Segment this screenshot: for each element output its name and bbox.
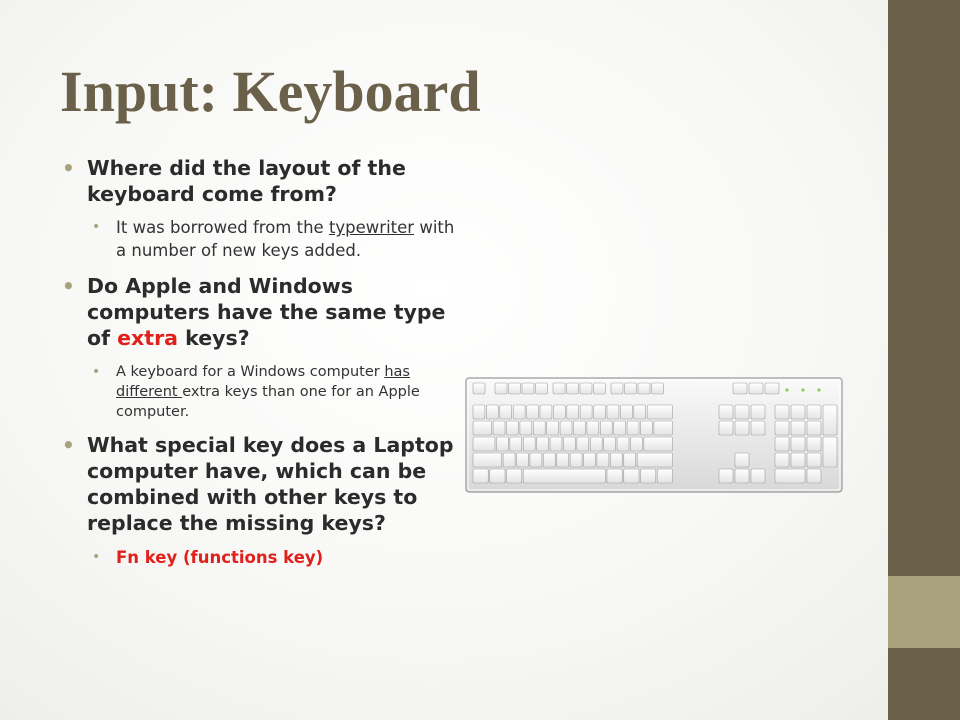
bullet-1-sub-pre: It was borrowed from the — [116, 218, 329, 238]
keyboard-key — [751, 469, 765, 483]
keyboard-key — [637, 453, 672, 467]
bullet-2-sub-pre: A keyboard for a Windows computer — [116, 363, 385, 380]
side-band-bottom — [888, 648, 960, 720]
keyboard-key — [495, 383, 507, 394]
keyboard-key — [604, 437, 616, 451]
keyboard-key — [473, 405, 485, 419]
keyboard-key — [634, 405, 646, 419]
keyboard-key — [563, 437, 575, 451]
bullet-dot-icon: • — [92, 548, 101, 565]
keyboard-key — [719, 469, 733, 483]
keyboard-key — [473, 383, 485, 394]
keyboard-icon — [465, 377, 843, 493]
keyboard-key — [520, 421, 532, 435]
keyboard-key — [823, 437, 837, 467]
bullet-dot-icon: • — [62, 274, 75, 298]
keyboard-key — [500, 405, 512, 419]
bullet-1-sub-post: with a number of new keys added. — [116, 218, 455, 261]
keyboard-key — [791, 405, 805, 419]
keyboard-key — [510, 437, 522, 451]
side-band-accent — [888, 576, 960, 648]
keyboard-key — [553, 383, 565, 394]
side-band-top — [888, 0, 960, 576]
keyboard-key — [490, 469, 505, 483]
keyboard-key — [652, 383, 664, 394]
keyboard-key — [540, 405, 552, 419]
keyboard-key — [553, 405, 565, 419]
keyboard-key — [587, 421, 599, 435]
keyboard-key — [733, 383, 747, 394]
keyboard-key — [630, 437, 642, 451]
has-different-link[interactable]: has different — [116, 363, 410, 400]
bullet-1 — [62, 155, 462, 207]
keyboard-key — [638, 383, 650, 394]
keyboard-key — [580, 383, 592, 394]
keyboard-key — [611, 383, 623, 394]
keyboard-key — [537, 437, 549, 451]
keyboard-key — [547, 421, 559, 435]
keyboard-key — [620, 405, 632, 419]
keyboard-key — [607, 469, 622, 483]
bullet-dot-icon: • — [62, 156, 75, 180]
keyboard-key — [533, 421, 545, 435]
keyboard-key — [530, 453, 542, 467]
keyboard-key — [791, 437, 805, 451]
keyboard-key — [657, 469, 672, 483]
keyboard-key — [719, 405, 733, 419]
keyboard-key — [517, 453, 529, 467]
keyboard-key — [751, 421, 765, 435]
keyboard-key — [735, 421, 749, 435]
keyboard-key — [807, 437, 821, 451]
keyboard-key — [513, 405, 525, 419]
keyboard-key — [791, 421, 805, 435]
keyboard-key — [584, 453, 596, 467]
bullet-2-sub — [62, 362, 462, 422]
keyboard-key — [550, 437, 562, 451]
keyboard-key — [644, 437, 673, 451]
keyboard-key — [536, 383, 548, 394]
keyboard-key — [791, 453, 805, 467]
bullet-2-text-post: keys? — [178, 326, 250, 351]
keyboard-key — [594, 405, 606, 419]
keyboard-key — [473, 469, 488, 483]
keyboard-key — [775, 469, 805, 483]
bullet-3-sub — [62, 547, 462, 570]
keyboard-key — [807, 453, 821, 467]
keyboard-key — [617, 437, 629, 451]
bullet-dot-icon: • — [92, 363, 101, 380]
keyboard-key — [590, 437, 602, 451]
keyboard-key — [523, 469, 605, 483]
keyboard-key — [654, 421, 673, 435]
keyboard-key — [641, 421, 653, 435]
keyboard-key — [807, 469, 821, 483]
keyboard-key — [735, 453, 749, 467]
keyboard-key — [765, 383, 779, 394]
slide-title: Input: Keyboard — [60, 59, 481, 124]
keyboard-key — [594, 383, 606, 394]
keyboard-key — [751, 405, 765, 419]
keyboard-key — [473, 453, 502, 467]
keyboard-key — [647, 405, 672, 419]
keyboard-key — [493, 421, 505, 435]
keyboard-key — [735, 405, 749, 419]
keyboard-key — [807, 405, 821, 419]
keyboard-key — [507, 421, 519, 435]
keyboard-key — [486, 405, 498, 419]
keyboard-key — [543, 453, 555, 467]
keyboard-key — [624, 469, 639, 483]
bullet-3 — [62, 432, 462, 537]
keyboard-key — [624, 453, 636, 467]
keyboard-key — [625, 383, 637, 394]
keyboard-key — [567, 405, 579, 419]
keyboard-key — [807, 421, 821, 435]
bullet-2-sub-post: extra keys than one for an Apple computer. — [116, 383, 420, 420]
keyboard-key — [523, 437, 535, 451]
keyboard-key — [574, 421, 586, 435]
keyboard-key — [627, 421, 639, 435]
keyboard-key — [507, 469, 522, 483]
bullet-2-highlight: extra — [117, 326, 179, 351]
keyboard-key — [597, 453, 609, 467]
bullet-1-sub — [62, 217, 462, 263]
keyboard-key — [522, 383, 534, 394]
keyboard-key — [641, 469, 656, 483]
bullet-3-answer: Fn key (functions key) — [116, 547, 324, 567]
keyboard-key — [577, 437, 589, 451]
keyboard-key — [570, 453, 582, 467]
keyboard-key — [567, 383, 579, 394]
keyboard-key — [749, 383, 763, 394]
keyboard-key — [614, 421, 626, 435]
keyboard-key — [719, 421, 733, 435]
keyboard-key — [496, 437, 508, 451]
keyboard-key — [580, 405, 592, 419]
keyboard-key — [775, 421, 789, 435]
keyboard-key — [473, 421, 492, 435]
bullet-2 — [62, 273, 462, 352]
keyboard-key — [823, 405, 837, 435]
keyboard-key — [607, 405, 619, 419]
keyboard-key — [775, 453, 789, 467]
keyboard-key — [775, 437, 789, 451]
bullet-2-text-pre: Do Apple and Windows computers have the same type of — [87, 274, 446, 351]
keyboard-key — [560, 421, 572, 435]
bullet-1-text: Where did the layout of the keyboard come from? — [87, 156, 406, 207]
keyboard-key — [473, 437, 495, 451]
keyboard-illustration — [465, 377, 843, 493]
keyboard-key — [557, 453, 569, 467]
keyboard-key — [600, 421, 612, 435]
keyboard-key — [527, 405, 539, 419]
bullet-list — [62, 155, 462, 579]
keyboard-key — [503, 453, 515, 467]
typewriter-link[interactable]: typewriter — [328, 218, 415, 238]
keyboard-key — [775, 405, 789, 419]
keyboard-key — [610, 453, 622, 467]
bullet-3-text: What special key does a Laptop computer have, which can be combined with other keys to replace the missing keys? — [87, 432, 454, 536]
bullet-dot-icon: • — [62, 432, 75, 457]
bullet-dot-icon: • — [92, 219, 101, 236]
keyboard-key — [735, 469, 749, 483]
keyboard-key — [509, 383, 521, 394]
